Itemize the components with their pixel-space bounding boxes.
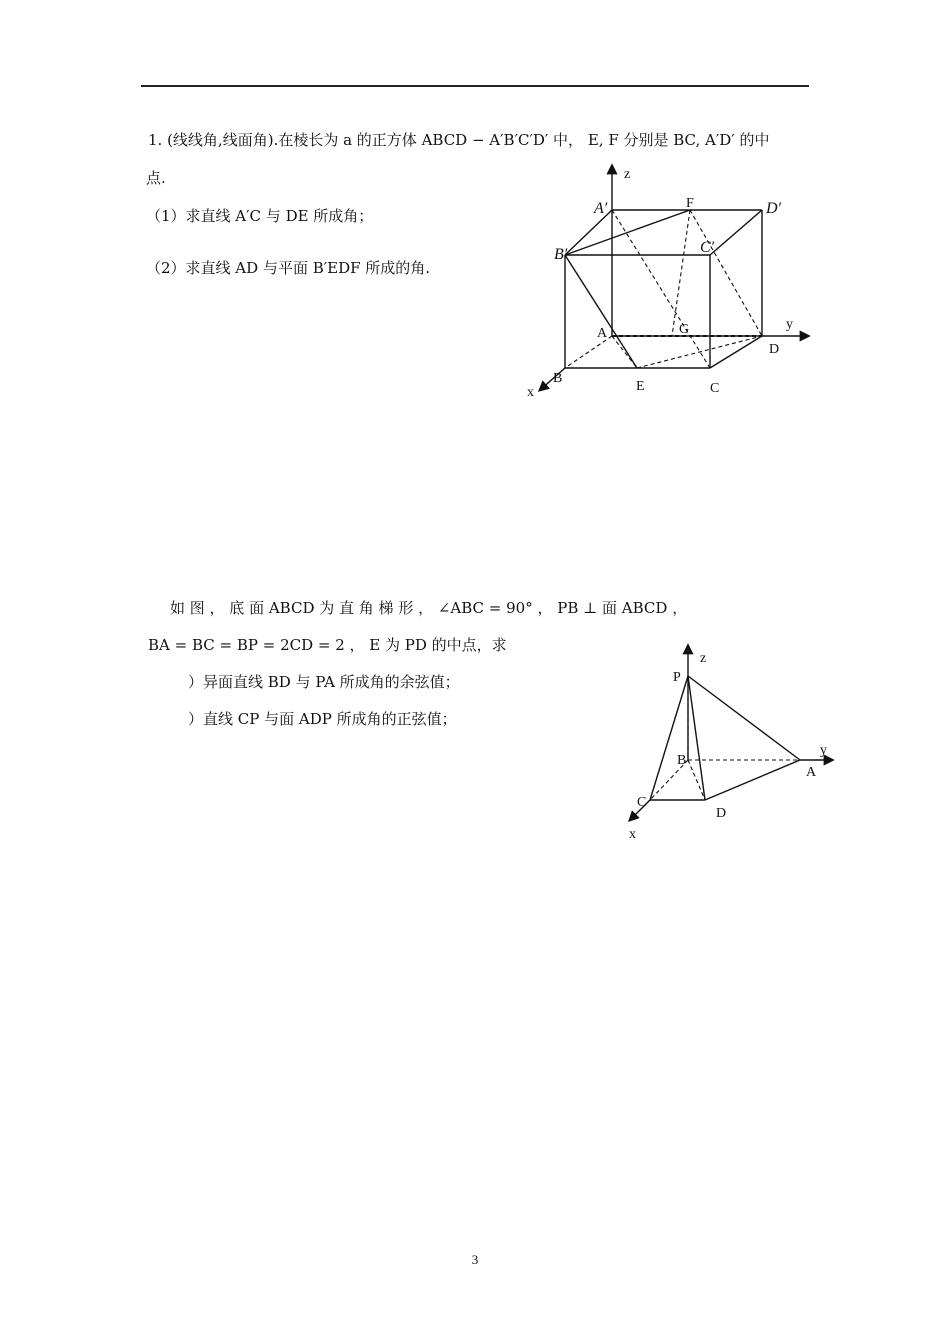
label-z: z [624, 167, 631, 182]
label-F: F [686, 196, 694, 211]
label-B1: B′ [554, 246, 568, 263]
label-G: G [679, 322, 690, 337]
edge-pc [650, 676, 688, 800]
label-z-2: z [700, 651, 707, 666]
label-A1: A′ [594, 200, 608, 217]
problem1-line2: 点. [146, 169, 166, 187]
label-P: P [673, 670, 681, 685]
problem1-line1: 1. (线线角,线面角).在棱长为 a 的正方体 ABCD − A′B′C′D′ 中， E, F 分别是 BC, A′D′ 的中 [148, 131, 770, 149]
label-x-2: x [629, 827, 636, 842]
label-D1: D′ [766, 200, 782, 217]
label-D-2: D [716, 806, 727, 821]
label-B-2: B [677, 753, 687, 768]
problem2-line1: 如 图 ， 底 面 ABCD 为 直 角 梯 形 ， ∠ABC = 90° ， PB ⊥ 面 ABCD ， [170, 599, 688, 617]
problem1-question1: （1）求直线 A′C 与 DE 所成角； [146, 207, 374, 225]
label-D: D [769, 342, 780, 357]
label-A-2: A [806, 765, 817, 780]
label-B: B [553, 371, 563, 386]
problem2-question1: ）异面直线 BD 与 PA 所成角的余弦值； [188, 673, 460, 691]
label-y: y [786, 317, 793, 332]
problem2-question2: ）直线 CP 与面 ADP 所成角的正弦值； [188, 710, 457, 728]
page-number: 3 [471, 1252, 479, 1267]
label-E: E [636, 379, 645, 394]
edge-da [705, 760, 800, 800]
edge-pa [688, 676, 800, 760]
label-x: x [527, 385, 534, 400]
label-C1: C′ [700, 239, 715, 256]
problem2-line2: BA = BC = BP = 2CD = 2 ， E 为 PD 的中点，求 [148, 636, 507, 654]
label-C: C [710, 381, 720, 396]
problem1-question2: （2）求直线 AD 与平面 B′EDF 所成的角. [146, 259, 431, 277]
label-y-2: y [820, 743, 827, 758]
label-A: A [597, 326, 608, 341]
label-C-2: C [637, 795, 647, 810]
